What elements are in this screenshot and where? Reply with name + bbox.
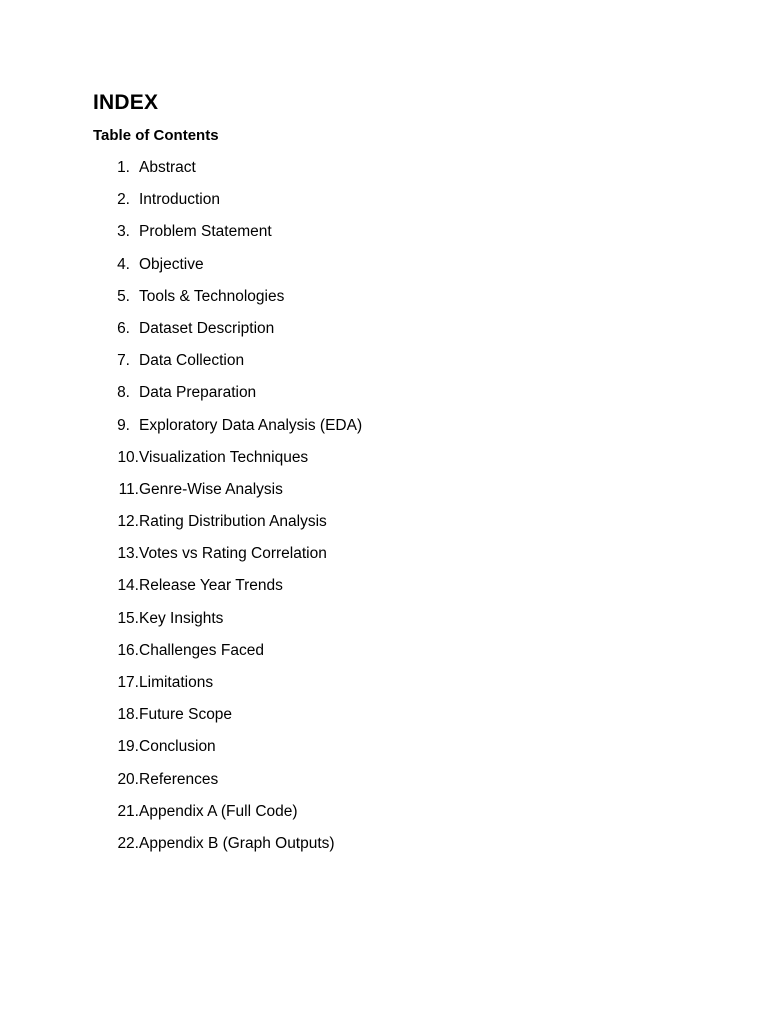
toc-item-number: 21. [117,802,139,820]
toc-item-number: 7. [117,352,130,370]
toc-item [93,801,693,833]
toc-item [93,608,693,640]
toc-item-label: Appendix B (Graph Outputs) [139,834,335,852]
toc-item [93,350,693,382]
toc-item-number: 14. [117,577,139,595]
toc-item-label: Introduction [139,191,220,209]
toc-item-label: Objective [139,255,204,273]
toc-item-number: 1. [117,159,130,176]
toc-item-label: Challenges Faced [139,641,264,659]
toc-item-number: 8. [117,384,130,402]
toc-item-label: Release Year Trends [139,577,283,595]
toc-item-number: 13. [117,545,139,563]
toc-item [93,189,693,221]
toc-item-number: 17. [117,674,139,691]
toc-item [93,769,693,801]
toc-item-label: Data Preparation [139,384,257,402]
toc-item-number: 9. [117,416,130,434]
toc-item-number: 22. [117,834,139,852]
toc-item-number: 18. [117,706,139,724]
toc-item-label: Problem Statement [139,223,272,241]
table-of-contents [93,157,693,865]
toc-item-number: 4. [117,255,130,273]
toc-item [93,447,693,479]
toc-item-label: Exploratory Data Analysis (EDA) [139,416,363,434]
toc-item-label: Tools & Technologies [139,287,285,305]
toc-item-label: Genre-Wise Analysis [139,480,283,498]
toc-item-label: Key Insights [139,609,224,627]
toc-item [93,672,693,704]
toc-item [93,640,693,672]
page-title: INDEX [93,91,159,114]
toc-item [93,286,693,318]
toc-item-label: Dataset Description [139,319,275,337]
toc-item-number: 10. [117,448,139,466]
toc-item [93,254,693,286]
toc-item-label: Abstract [139,159,196,176]
toc-item-number: 15. [117,609,139,627]
toc-item-number: 12. [117,513,139,531]
toc-item-number: 2. [117,191,130,209]
toc-item-label: Data Collection [139,352,245,370]
toc-item-number: 11. [118,480,139,498]
document-page [93,88,693,865]
toc-item-label: References [139,770,219,788]
toc-item [93,833,693,865]
toc-item [93,415,693,447]
toc-heading: Table of Contents [93,127,219,144]
toc-item [93,575,693,607]
toc-item-number: 3. [117,223,130,241]
toc-item-number: 6. [117,319,130,337]
toc-item-number: 5. [117,287,130,305]
toc-item [93,511,693,543]
toc-item [93,543,693,575]
toc-item [93,382,693,414]
toc-item [93,318,693,350]
toc-item-number: 16. [117,641,139,659]
toc-item-label: Appendix A (Full Code) [139,802,298,820]
toc-item-label: Rating Distribution Analysis [139,513,327,531]
toc-item-number: 19. [117,738,139,756]
toc-item [93,704,693,736]
toc-item-label: Visualization Techniques [139,448,309,466]
toc-item [93,479,693,511]
toc-item-label: Conclusion [139,738,216,756]
toc-item-number: 20. [117,770,139,788]
toc-item-label: Future Scope [139,706,233,724]
toc-item-label: Votes vs Rating Correlation [139,545,327,563]
toc-item [93,221,693,253]
toc-item [93,736,693,768]
toc-item [93,157,693,189]
toc-item-label: Limitations [139,674,214,691]
